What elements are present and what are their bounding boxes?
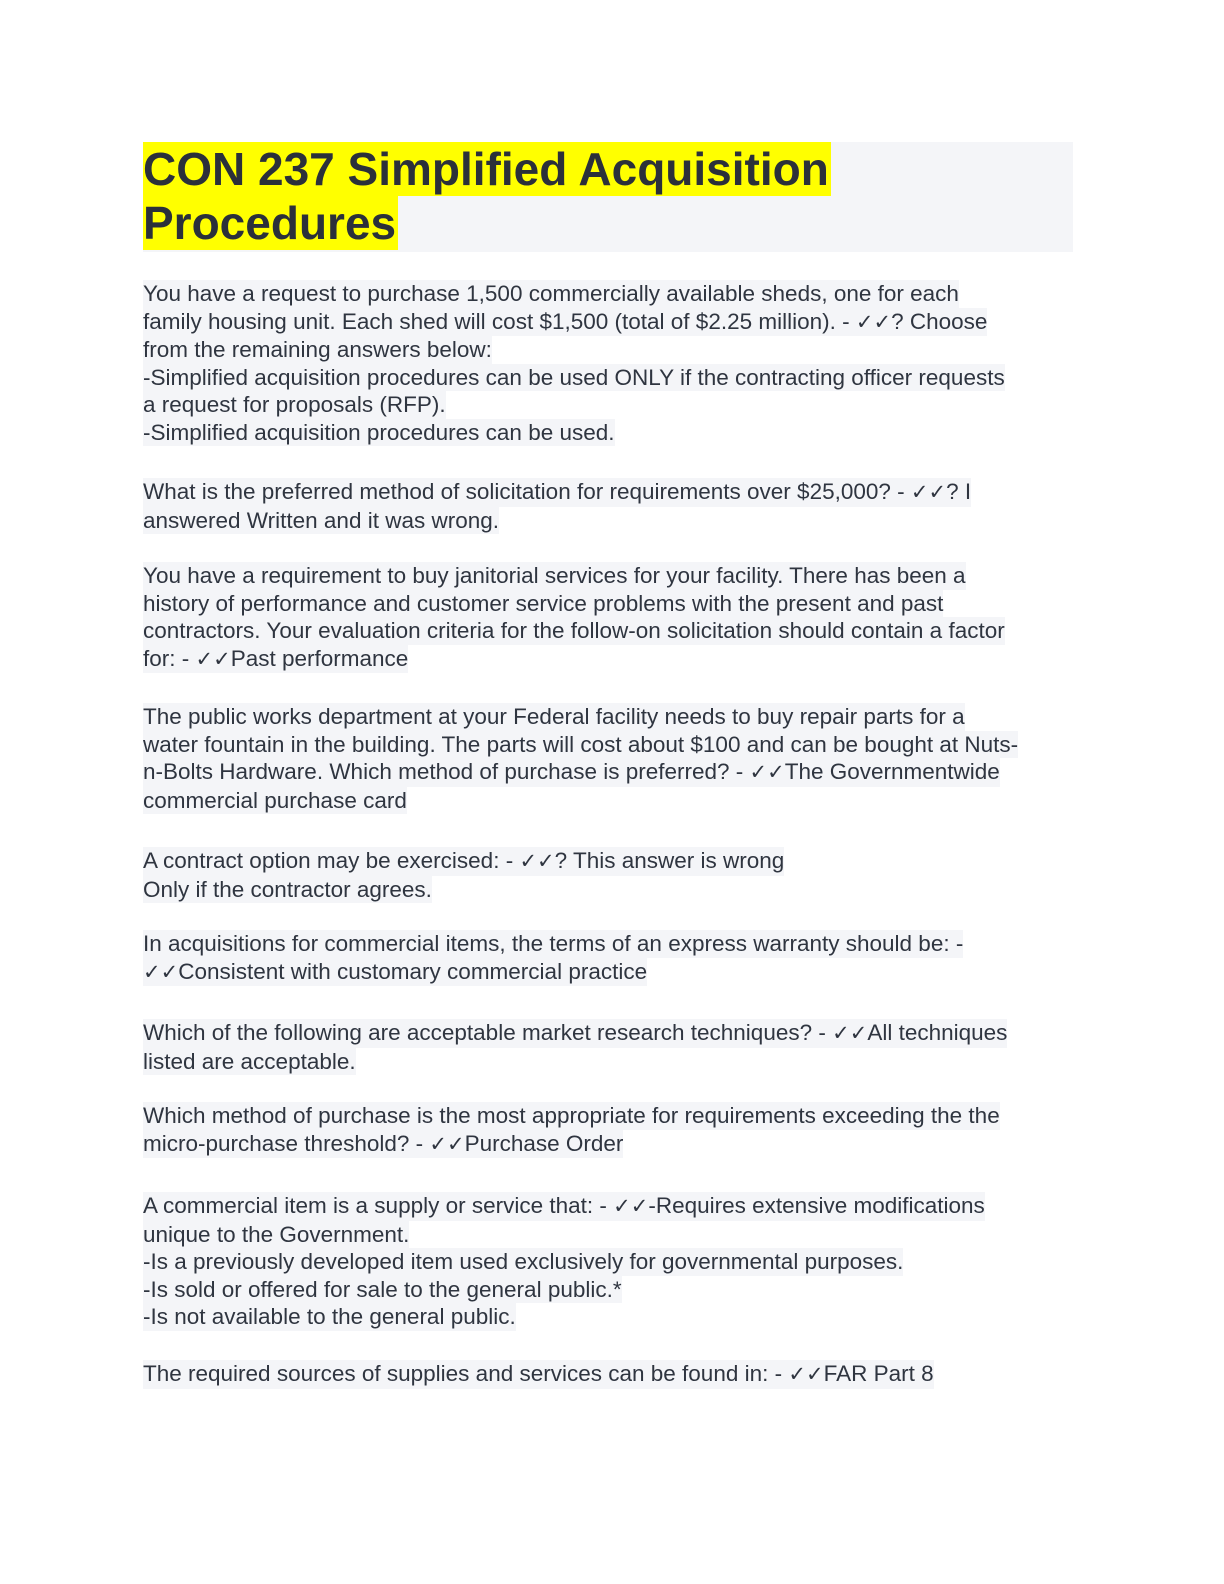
check-mark-icon: ✓✓ <box>613 1194 649 1218</box>
qa-line: for: - ✓✓Past performance <box>143 645 408 674</box>
check-mark-icon: ✓✓ <box>832 1021 868 1045</box>
qa-item <box>143 562 1073 673</box>
qa-line: contractors. Your evaluation criteria for the follow-on solicitation should contain a factor <box>143 618 1005 643</box>
qa-item <box>143 280 1073 446</box>
qa-line: ✓✓Consistent with customary commercial practice <box>143 958 647 987</box>
qa-item <box>143 1360 1073 1389</box>
qa-line: history of performance and customer service problems with the present and past <box>143 590 944 616</box>
qa-line: The public works department at your Federal facility needs to buy repair parts for a <box>143 704 965 729</box>
qa-line: You have a requirement to buy janitorial services for your facility. There has been a <box>143 563 966 588</box>
qa-line: -Simplified acquisition procedures can be used ONLY if the contracting officer requests <box>143 364 1005 390</box>
qa-line: n-Bolts Hardware. Which method of purchase is preferred? - ✓✓The Governmentwide <box>143 758 1000 787</box>
qa-line: family housing unit. Each shed will cost $1,500 (total of $2.25 million). - ✓✓? Choose <box>143 308 987 337</box>
qa-line: The required sources of supplies and services can be found in: - ✓✓FAR Part 8 <box>143 1360 934 1389</box>
document-page <box>143 142 1073 252</box>
qa-line: water fountain in the building. The parts will cost about $100 and can be bought at Nuts- <box>143 731 1019 757</box>
qa-line: a request for proposals (RFP). <box>143 392 446 417</box>
document-title-block <box>143 142 1073 252</box>
qa-line: -Is a previously developed item used exclusively for governmental purposes. <box>143 1249 904 1274</box>
qa-line: commercial purchase card <box>143 787 407 813</box>
qa-line: Which of the following are acceptable market research techniques? - ✓✓All techniques <box>143 1019 1007 1048</box>
qa-item <box>143 1192 1073 1331</box>
qa-line: You have a request to purchase 1,500 commercially available sheds, one for each <box>143 281 959 306</box>
check-mark-icon: ✓✓ <box>788 1362 824 1386</box>
qa-line: unique to the Government. <box>143 1221 410 1247</box>
qa-line: What is the preferred method of solicitation for requirements over $25,000? - ✓✓? I <box>143 478 971 507</box>
qa-item <box>143 478 1073 534</box>
document-title-line-2: Procedures <box>143 197 397 249</box>
check-mark-icon: ✓✓ <box>910 480 947 504</box>
check-mark-icon: ✓✓ <box>429 1131 465 1156</box>
check-mark-icon: ✓✓ <box>143 959 179 984</box>
qa-item <box>143 847 1073 903</box>
check-mark-icon: ✓✓ <box>749 760 785 784</box>
qa-line: listed are acceptable. <box>143 1048 356 1074</box>
qa-line: -Is not available to the general public. <box>143 1304 516 1329</box>
qa-line: A contract option may be exercised: - ✓✓? This answer is wrong <box>143 847 784 876</box>
document-title-line-1: CON 237 Simplified Acquisition <box>143 143 829 195</box>
check-mark-icon: ✓✓ <box>195 646 231 671</box>
qa-item <box>143 703 1073 814</box>
qa-line: micro-purchase threshold? - ✓✓Purchase Order <box>143 1130 623 1159</box>
qa-line: Which method of purchase is the most appropriate for requirements exceeding the the <box>143 1103 1000 1128</box>
qa-item <box>143 930 1073 986</box>
qa-line: from the remaining answers below: <box>143 337 492 362</box>
qa-line: In acquisitions for commercial items, the terms of an express warranty should be: - <box>143 931 964 956</box>
qa-line: -Simplified acquisition procedures can be used. <box>143 419 615 445</box>
qa-line: A commercial item is a supply or service that: - ✓✓-Requires extensive modifications <box>143 1192 985 1221</box>
qa-item <box>143 1019 1073 1075</box>
qa-item <box>143 1102 1073 1158</box>
check-mark-icon: ✓✓ <box>519 849 555 873</box>
qa-line: Only if the contractor agrees. <box>143 876 432 902</box>
qa-line: answered Written and it was wrong. <box>143 507 500 533</box>
qa-line: -Is sold or offered for sale to the general public.* <box>143 1276 622 1302</box>
check-mark-icon: ✓✓ <box>855 309 892 334</box>
